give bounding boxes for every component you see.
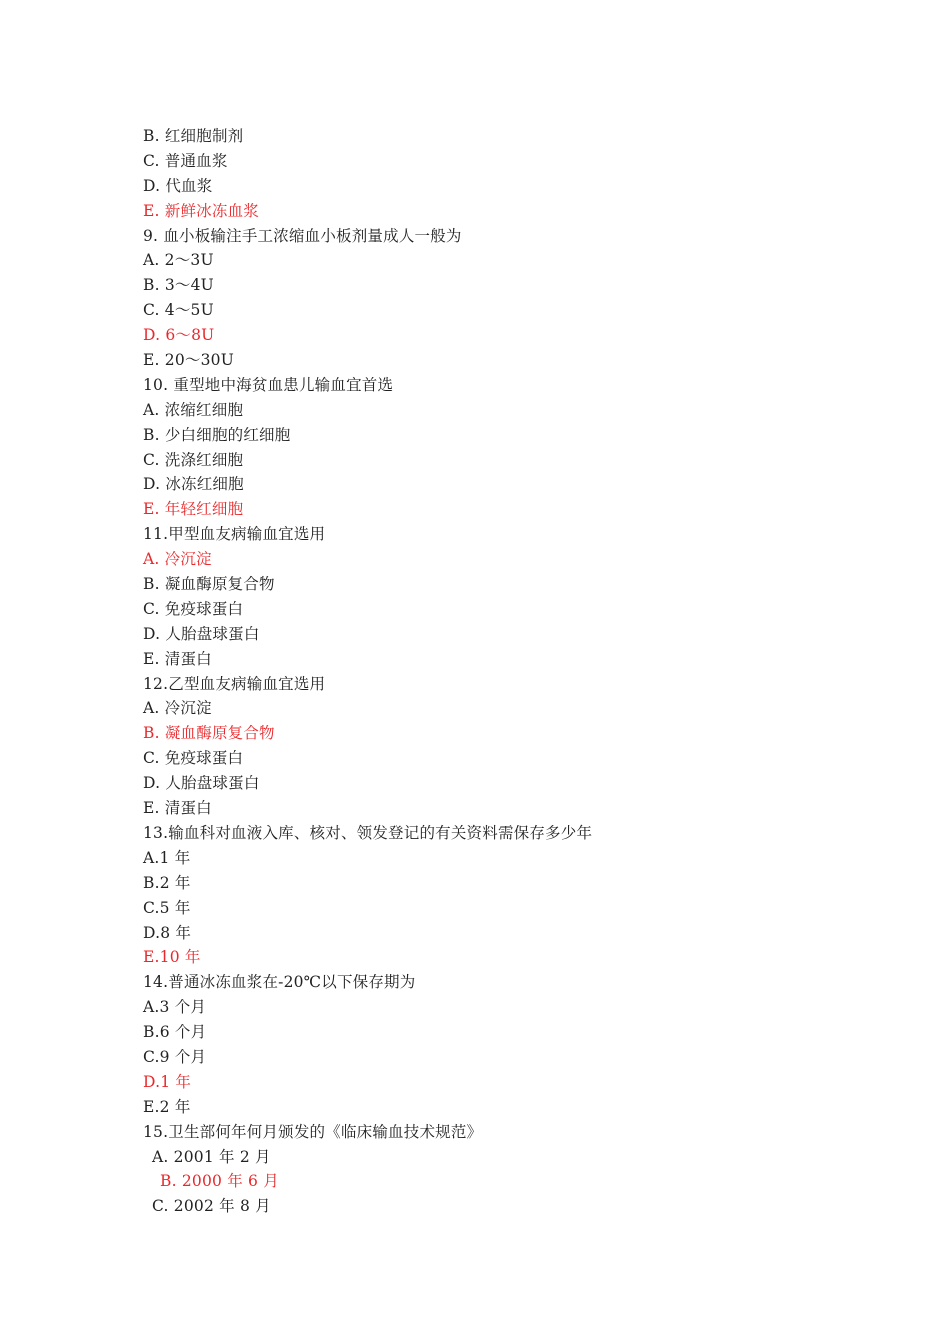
text-line: 12.乙型血友病输血宜选用	[143, 674, 326, 693]
text-line: B. 红细胞制剂	[143, 127, 244, 145]
text-line: D. 人胎盘球蛋白	[143, 774, 260, 793]
text-line: E.2 年	[143, 1097, 191, 1116]
text-line: B. 少白细胞的红细胞	[143, 425, 291, 444]
answer-option-line: E. 年轻红细胞	[143, 500, 244, 519]
text-line: C. 洗涤红细胞	[143, 450, 244, 469]
text-line: E. 20～30U	[143, 351, 234, 370]
text-line: D. 代血浆	[143, 176, 213, 195]
text-line: 15.卫生部何年何月颁发的《临床输血技术规范》	[143, 1122, 483, 1141]
text-line: B.6 个月	[143, 1023, 207, 1042]
text-line: 11.甲型血友病输血宜选用	[143, 525, 326, 544]
text-line: B. 凝血酶原复合物	[143, 575, 275, 594]
text-line: B.2 年	[143, 873, 191, 892]
text-line: 9. 血小板输注手工浓缩血小板剂量成人一般为	[143, 226, 462, 245]
text-line: E. 清蛋白	[143, 799, 212, 818]
text-line: 10. 重型地中海贫血患儿输血宜首选	[143, 375, 394, 394]
text-line: 13.输血科对血液入库、核对、领发登记的有关资料需保存多少年	[143, 823, 593, 842]
answer-option-line: B. 凝血酶原复合物	[143, 724, 275, 743]
text-line: C. 4～5U	[143, 301, 214, 320]
answer-option-line: E. 新鲜冰冻血浆	[143, 201, 259, 220]
text-line: C.9 个月	[143, 1047, 207, 1066]
answer-option-line: B. 2000 年 6 月	[160, 1172, 279, 1191]
text-line: 14.普通冰冻血浆在-20℃以下保存期为	[143, 973, 416, 992]
text-line: A.3 个月	[143, 998, 207, 1017]
text-line: A. 2001 年 2 月	[152, 1147, 271, 1166]
answer-option-line: D.1 年	[143, 1072, 192, 1091]
text-line: D.8 年	[143, 923, 192, 942]
text-line: C. 免疫球蛋白	[143, 749, 244, 768]
text-line: B. 3～4U	[143, 276, 214, 295]
answer-option-line: A. 冷沉淀	[143, 550, 212, 569]
text-line: C. 免疫球蛋白	[143, 599, 244, 618]
text-line: A. 冷沉淀	[143, 699, 212, 718]
answer-option-line: E.10 年	[143, 948, 201, 967]
text-line: C. 2002 年 8 月	[152, 1197, 271, 1216]
question-list	[143, 124, 903, 1219]
text-line: D. 人胎盘球蛋白	[143, 624, 260, 643]
text-line: E. 清蛋白	[143, 649, 212, 668]
text-line: C.5 年	[143, 898, 191, 917]
text-line: A. 2～3U	[143, 251, 214, 270]
text-line: A.1 年	[143, 848, 191, 867]
text-line: C. 普通血浆	[143, 151, 228, 170]
text-line: A. 浓缩红细胞	[143, 400, 244, 419]
text-line: D. 冰冻红细胞	[143, 475, 244, 494]
answer-option-line: D. 6～8U	[143, 326, 215, 345]
